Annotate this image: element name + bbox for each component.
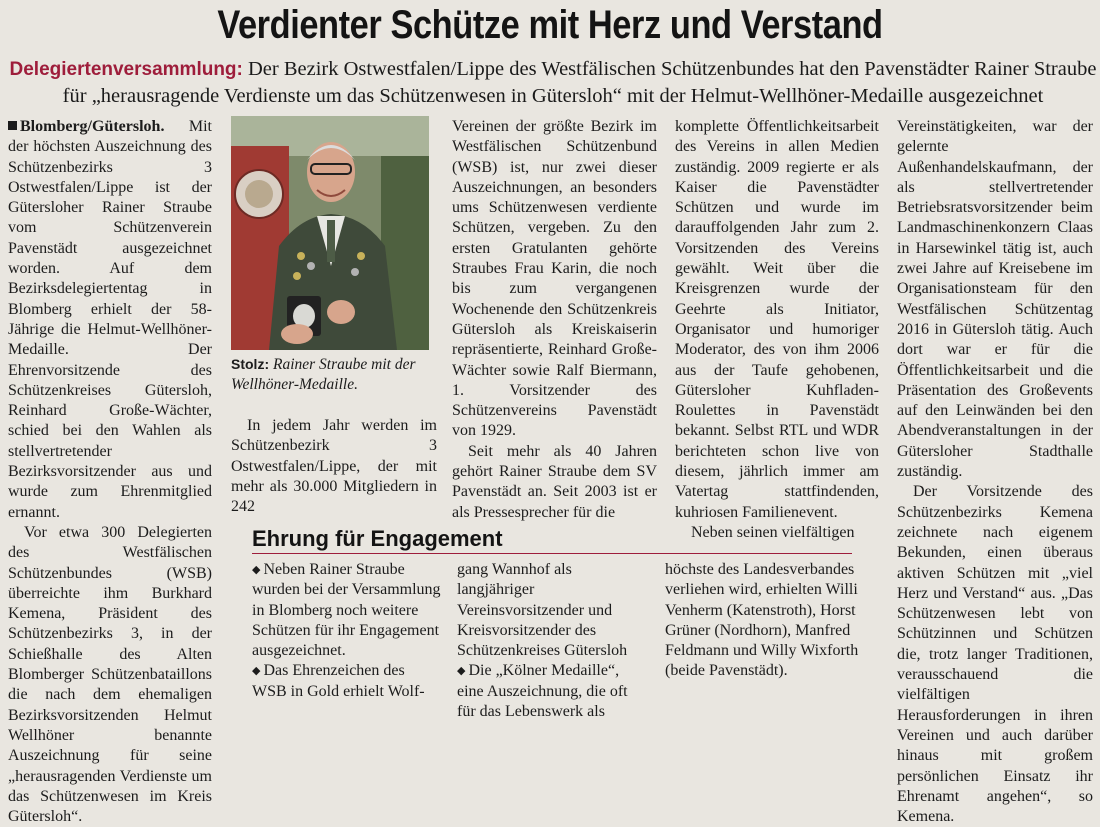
- box-c3-para-1: höchste des Landesverbandes verliehen wird, erhielten Willi Venherm (Katenstroth), Horst Grüner (Nordhorn), Manfred Feldmann und Willy Wixforth (beide Pavenstädt).: [665, 561, 859, 680]
- col3-para-2: Seit mehr als 40 Jahren gehört Rainer Straube dem SV Pavenstädt an. Seit 2003 ist er als Pressesprecher für die: [452, 442, 657, 521]
- col1-para-2: Vor etwa 300 Delegierten des Westfälischen Schützenbundes (WSB) überreichte ihm Burkhard Kemena, Präsident des Schützenbezirks 3, in der Schießhalle des Alten Blomberger Schützenbataillons die nach dem ehemaligen Bezirksvorsitzenden Helmut Wellhöner benannte Auszeichnung für seine „herausragenden Verdienste um das Schützenwesen im Kreis Gütersloh“.: [8, 523, 212, 826]
- article-column-2: [231, 416, 437, 517]
- photo-illustration: [231, 116, 429, 350]
- box-title-rule: [252, 553, 852, 554]
- col4-para-2: Neben seinen vielfältigen: [691, 523, 855, 541]
- box-column-2: [457, 560, 649, 722]
- bullet-diamond-icon: ◆: [252, 665, 261, 678]
- box-column-3: [665, 560, 860, 682]
- deck: [8, 56, 1098, 109]
- col5-para-2: Der Vorsitzende des Schützenbezirks Kemena zeichnete nach eigenem Bekunden, einen überaus aktiven Schützen mit „viel Herz und Verstand“ aus. „Das Schützenwesen lebt von Schützinnen und Schützen die, trotz langer Traditionen, verausschauend die vielfältigen Herausforderungen in ihren Vereinen und auch darüber hinaus mit großem persönlichen Einsatz ihr Ehrenamt angehen“, so Kemena.: [897, 483, 1093, 826]
- article-column-4: [675, 117, 879, 543]
- col1-para-1: Blomberg/Gütersloh. Mit der höchsten Auszeichnung des Schützenbezirks 3 Ostwestfalen/Lippe ist der Gütersloher Rainer Straube vom Schützenverein Pavenstädt ausgezeichnet worden. Auf dem Bezirksdelegiertentag in Blomberg erhielt der 58-Jährige die Helmut-Wellhöner-Medaille. Der Ehrenvorsitzende des Schützenkreises Gütersloh, Reinhard Große-Wächter, schied bei den Wahlen als stellvertretender Bezirksvorsitzender aus und wurde zum Ehrenmitglied ernannt.: [8, 118, 212, 521]
- deck-label: Delegiertenversammlung:: [9, 59, 243, 80]
- box-c1-para-2: ◆ Das Ehrenzeichen des WSB in Gold erhielt Wolf-: [252, 662, 425, 700]
- col3-para-1: Vereinen der größte Bezirk im Westfälischen Schützenbund (WSB) ist, nur zwei dieser Auszeichnungen, an besonders ums Schützenwesen verdiente Schützen, vergeben. Zu den ersten Gratulanten gehörte Straubes Frau Karin, die noch bis zum vergangenen Wochenende den Schützenkreis Gütersloh als Kreiskaiserin repräsentierte, Reinhard Große-Wächter sowie Ralf Biermann, 1. Vorsitzender des Schützenvereins Pavenstädt von 1929.: [452, 118, 657, 440]
- box-c2-para-1: gang Wannhof als langjähriger Vereinsvorsitzender und Kreisvorsitzender des Schützenkreises Gütersloh: [457, 561, 628, 660]
- caption-label: Stolz:: [231, 356, 270, 372]
- article-column-3: [452, 117, 657, 523]
- box-column-1: [252, 560, 442, 702]
- photo-caption: [231, 354, 437, 395]
- col5-para-1: Vereinstätigkeiten, war der gelernte Außenhandelskaufmann, der als stellvertretender Betriebsratsvorsitzender beim Landmaschinenkonzern Claas in Harsewinkel tätig ist, auch zwei Jahre auf Kreisebene im Organisationsteam für den Westfälischen Schützentag 2016 in Gütersloh tätig. Auch dort war er für die Öffentlichkeitsarbeit und die Präsentation des Großevents auf den Leinwänden bei den Abendveranstaltungen in der Gütersloher Stadthalle zuständig.: [897, 118, 1093, 481]
- box-c2-para-2: ◆ Die „Kölner Medaille“, eine Auszeichnung, die oft für das Lebenswerk als: [457, 662, 628, 721]
- article-column-1: [8, 117, 212, 826]
- article-column-5: [897, 117, 1093, 827]
- photo-rainer-straube: [231, 116, 429, 350]
- dateline-marker-icon: [8, 121, 17, 130]
- col4-para-1: komplette Öffentlichkeitsarbeit des Vereins in allen Medien zuständig. 2009 regierte er als Kaiser die Pavenstädter Schützen und wurde im darauffolgenden Jahr zum 2. Vorsitzenden des Vereins gewählt. Weit über die Kreisgrenzen wurde der Geehrte als Initiator, Organisator und humoriger Moderator, des von ihm 2006 aus der Taufe gehobenen, Gütersloher Kuhfladen-Roulettes in Pavenstädt bekannt. Selbst RTL und WDR berichteten schon live von diesem, jährlich immer am Vatertag stattfindenden, kuhriosen Familienevent.: [675, 118, 879, 521]
- deck-text: Der Bezirk Ostwestfalen/Lippe des Westfälischen Schützenbundes hat den Pavenstädter Rainer Straube für „herausragende Verdienste um das Schützenwesen in Gütersloh“ mit der Helmut-Wellhöner-Medaille ausgezeichnet: [62, 58, 1097, 107]
- headline: Verdienter Schütze mit Herz und Verstand: [217, 3, 883, 47]
- bullet-diamond-icon: ◆: [457, 665, 466, 678]
- box-title: Ehrung für Engagement: [252, 526, 503, 551]
- caption-text: Rainer Straube mit der Wellhöner-Medaille.: [231, 356, 416, 393]
- bullet-diamond-icon: ◆: [252, 564, 261, 576]
- box-c1-para-1: ◆ Neben Rainer Straube wurden bei der Versammlung in Blomberg noch weitere Schützen für ihr Engagement ausgezeichnet.: [252, 561, 441, 660]
- col2-para-1: In jedem Jahr werden im Schützenbezirk 3 Ostwestfalen/Lippe, der mit mehr als 30.000 Mitgliedern in 242: [231, 417, 437, 516]
- dateline: Blomberg/Gütersloh.: [20, 118, 165, 135]
